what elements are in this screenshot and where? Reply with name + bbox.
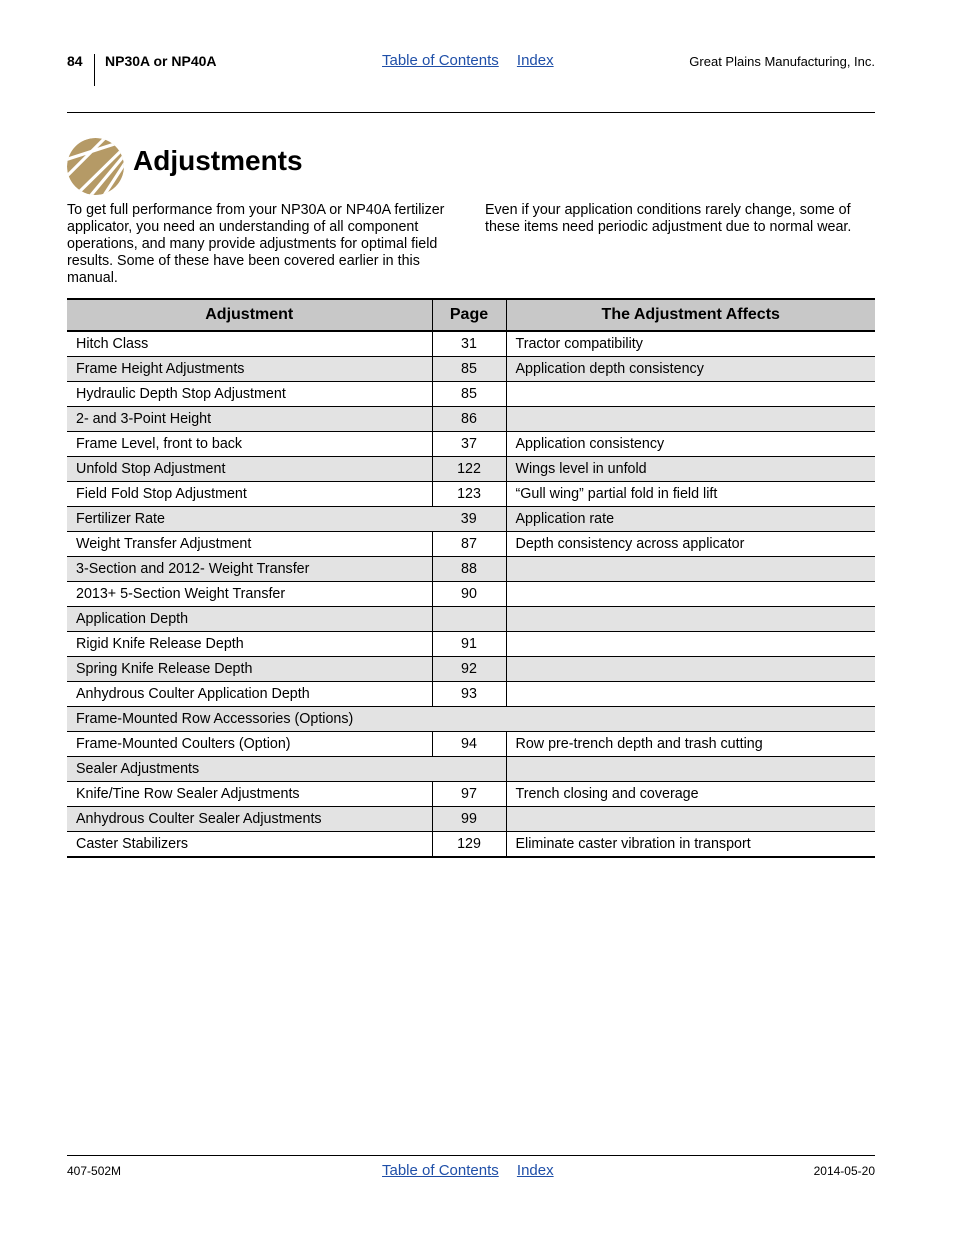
table-row — [67, 732, 875, 757]
table-row — [67, 582, 875, 607]
column-header-page: Page — [432, 299, 506, 331]
adjustment-cell: 2013+ 5-Section Weight Transfer — [67, 582, 432, 607]
adjustment-cell: 2- and 3-Point Height — [67, 407, 432, 432]
table-row — [67, 832, 875, 858]
index-link[interactable]: Index — [516, 52, 554, 69]
adjustment-cell: Knife/Tine Row Sealer Adjustments — [67, 782, 432, 807]
affects-cell: Application depth consistency — [506, 357, 875, 382]
adjustments-table — [67, 298, 875, 858]
affects-cell — [506, 382, 875, 407]
table-row — [67, 482, 875, 507]
adjustment-cell: Anhydrous Coulter Sealer Adjustments — [67, 807, 432, 832]
page-cell: 31 — [432, 331, 506, 357]
adjustment-cell: Frame-Mounted Row Accessories (Options) — [67, 707, 875, 732]
adjustment-cell: Frame Level, front to back — [67, 432, 432, 457]
table-row — [67, 532, 875, 557]
adjustment-cell: Hitch Class — [67, 331, 432, 357]
table-row — [67, 807, 875, 832]
table-row — [67, 357, 875, 382]
adjustment-cell: Unfold Stop Adjustment — [67, 457, 432, 482]
footer-rule — [67, 1155, 875, 1156]
table-row — [67, 682, 875, 707]
page-cell: 129 — [432, 832, 506, 858]
page-cell: 97 — [432, 782, 506, 807]
document-number: 407-502M — [67, 1164, 122, 1178]
affects-cell: Trench closing and coverage — [506, 782, 875, 807]
adjustment-cell: 3-Section and 2012- Weight Transfer — [67, 557, 432, 582]
great-plains-logo-icon — [67, 138, 124, 195]
page-cell: 37 — [432, 432, 506, 457]
table-row — [67, 382, 875, 407]
intro-paragraph-left: To get full performance from your NP30A or NP40A fertilizer applicator, you need an understanding of all component operations, and many provide adjustments for optimal field results. Some of these have been covered earlier in this manual. — [67, 202, 445, 286]
header-divider — [94, 54, 95, 86]
page-cell: 99 — [432, 807, 506, 832]
page-cell — [432, 757, 506, 782]
page-number: 84 — [67, 53, 83, 69]
adjustment-cell: Application Depth — [67, 607, 432, 632]
model-name: NP30A or NP40A — [105, 53, 217, 69]
table-header-row — [67, 299, 875, 331]
adjustment-cell: Hydraulic Depth Stop Adjustment — [67, 382, 432, 407]
page-title: Adjustments — [133, 145, 303, 176]
affects-cell — [506, 807, 875, 832]
header-rule — [67, 112, 875, 113]
affects-cell: Application consistency — [506, 432, 875, 457]
affects-cell — [506, 682, 875, 707]
footer-nav — [382, 1162, 568, 1179]
page-cell: 39 — [432, 507, 506, 532]
company-name: Great Plains Manufacturing, Inc. — [689, 54, 875, 69]
header-nav — [382, 52, 568, 69]
column-header-adjustment: Adjustment — [67, 299, 432, 331]
affects-cell: Row pre-trench depth and trash cutting — [506, 732, 875, 757]
adjustment-cell: Sealer Adjustments — [67, 757, 432, 782]
table-row — [67, 507, 875, 532]
adjustment-cell: Frame-Mounted Coulters (Option) — [67, 732, 432, 757]
table-row — [67, 557, 875, 582]
affects-cell — [506, 607, 875, 632]
affects-cell — [506, 657, 875, 682]
table-row — [67, 407, 875, 432]
adjustment-cell: Field Fold Stop Adjustment — [67, 482, 432, 507]
table-row — [67, 707, 875, 732]
page-cell — [432, 607, 506, 632]
page-cell: 122 — [432, 457, 506, 482]
adjustment-cell: Weight Transfer Adjustment — [67, 532, 432, 557]
table-row — [67, 757, 875, 782]
affects-cell: Application rate — [506, 507, 875, 532]
column-header-affects: The Adjustment Affects — [506, 299, 875, 331]
affects-cell — [506, 582, 875, 607]
affects-cell: “Gull wing” partial fold in field lift — [506, 482, 875, 507]
table-row — [67, 432, 875, 457]
adjustment-cell: Caster Stabilizers — [76, 836, 189, 852]
affects-cell: Wings level in unfold — [506, 457, 875, 482]
intro-paragraph-right: Even if your application conditions rarely change, some of these items need periodic adjustment due to normal wear. — [485, 202, 852, 235]
page-cell: 91 — [432, 632, 506, 657]
table-row — [67, 457, 875, 482]
index-link[interactable]: Index — [516, 1162, 554, 1179]
affects-cell: Tractor compatibility — [506, 331, 875, 357]
affects-cell — [506, 407, 875, 432]
page-cell: 88 — [432, 557, 506, 582]
affects-cell — [506, 557, 875, 582]
toc-link[interactable]: Table of Contents — [382, 52, 499, 69]
adjustment-cell: Anhydrous Coulter Application Depth — [67, 682, 432, 707]
table-row — [67, 607, 875, 632]
table-row — [67, 331, 875, 357]
affects-cell: Depth consistency across applicator — [506, 532, 875, 557]
page-cell: 93 — [432, 682, 506, 707]
adjustment-cell: Frame Height Adjustments — [67, 357, 432, 382]
adjustment-cell: Fertilizer Rate — [67, 507, 432, 532]
table-row — [67, 632, 875, 657]
page-cell: 85 — [432, 382, 506, 407]
affects-cell: Eliminate caster vibration in transport — [506, 832, 875, 858]
table-row — [67, 657, 875, 682]
page-cell: 94 — [432, 732, 506, 757]
page-cell: 90 — [432, 582, 506, 607]
page-cell: 86 — [432, 407, 506, 432]
page-cell: 123 — [432, 482, 506, 507]
adjustment-cell: Spring Knife Release Depth — [67, 657, 432, 682]
page-cell: 92 — [432, 657, 506, 682]
toc-link[interactable]: Table of Contents — [382, 1162, 499, 1179]
adjustment-cell: Rigid Knife Release Depth — [67, 632, 432, 657]
affects-cell — [506, 757, 875, 782]
page-cell: 85 — [432, 357, 506, 382]
table-row — [67, 782, 875, 807]
publication-date: 2014-05-20 — [813, 1164, 875, 1178]
affects-cell — [506, 632, 875, 657]
page-cell: 87 — [432, 532, 506, 557]
